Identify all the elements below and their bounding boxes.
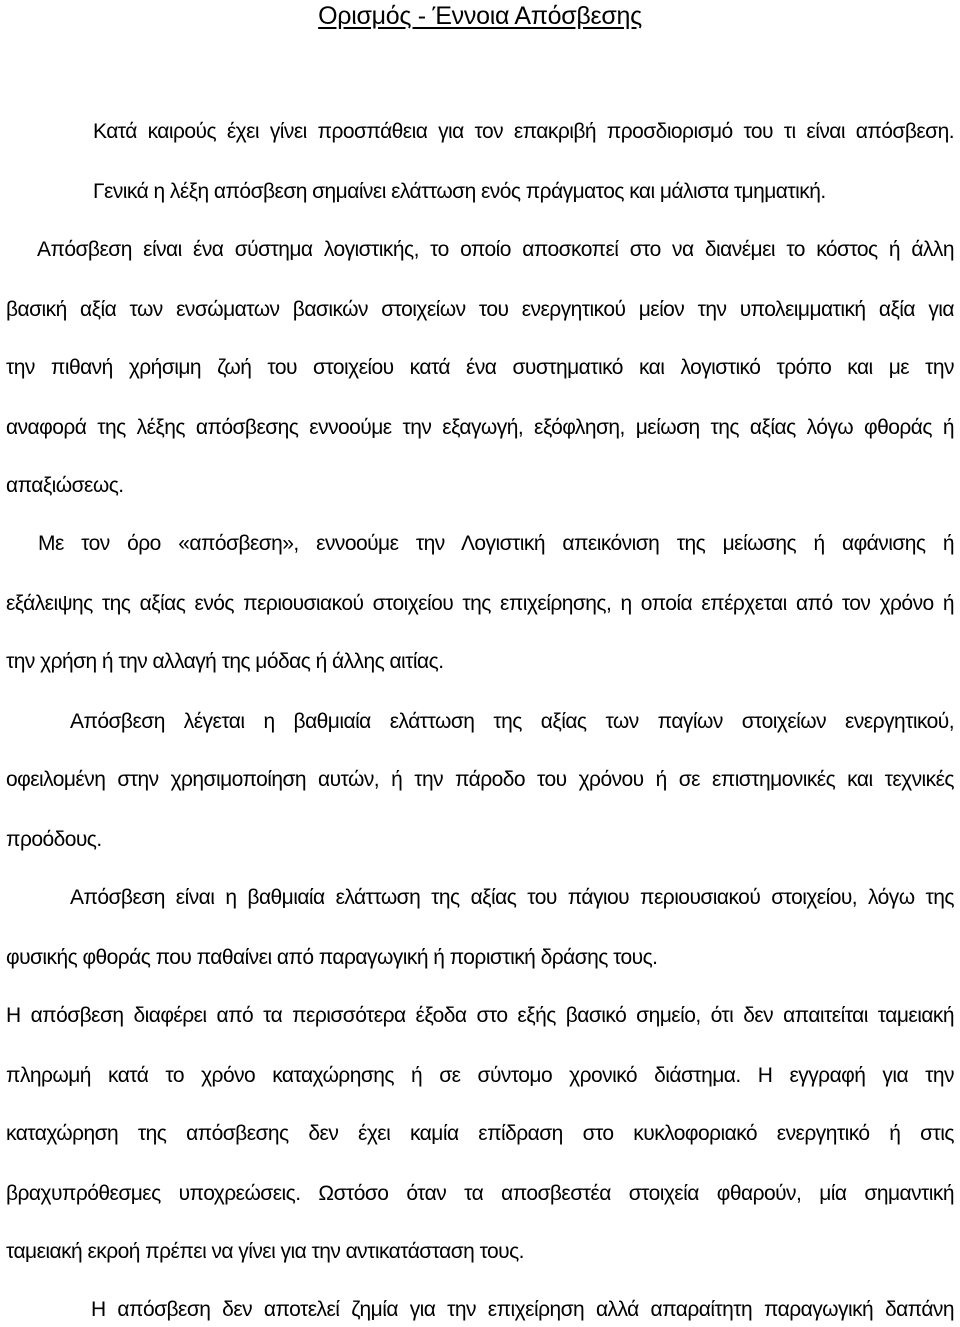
text-line: Απόσβεση είναι η βαθμιαία ελάττωση της αξίας του πάγιου περιουσιακού στοιχείου, λόγω της <box>70 886 954 909</box>
document-title: Ορισμός - Έννοια Απόσβεσης <box>318 2 642 30</box>
text-line: Με τον όρο «απόσβεση», εννοούμε την Λογιστική απεικόνιση της μείωσης ή αφάνισης ή <box>38 532 954 555</box>
text-line: εξάλειψης της αξίας ενός περιουσιακού στοιχείου της επιχείρησης, η οποία επέρχεται από τον χρόνο ή <box>6 592 954 615</box>
text-line: αναφορά της λέξης απόσβεσης εννοούμε την εξαγωγή, εξόφληση, μείωση της αξίας λόγω φθοράς ή <box>6 416 954 439</box>
text-line: Κατά καιρούς έχει γίνει προσπάθεια για τον επακριβή προσδιορισμό του τι είναι απόσβεση. <box>93 120 954 143</box>
text-line: Απόσβεση λέγεται η βαθμιαία ελάττωση της αξίας των παγίων στοιχείων ενεργητικού, <box>70 710 954 733</box>
text-line: πληρωμή κατά το χρόνο καταχώρησης ή σε σύντομο χρονικό διάστημα. Η εγγραφή για την <box>6 1064 954 1087</box>
text-line: Η απόσβεση δεν αποτελεί ζημία για την επιχείρηση αλλά απαραίτητη παραγωγική δαπάνη <box>91 1298 954 1321</box>
text-line: την πιθανή χρήσιμη ζωή του στοιχείου κατά ένα συστηματικό και λογιστικό τρόπο και με την <box>6 356 954 379</box>
text-line: προόδους. <box>6 828 102 851</box>
text-line: Η απόσβεση διαφέρει από τα περισσότερα έξοδα στο εξής βασικό σημείο, ότι δεν απαιτείται ταμειακή <box>6 1004 954 1027</box>
text-line: οφειλομένη στην χρησιμοποίηση αυτών, ή την πάροδο του χρόνου ή σε επιστημονικές και τεχνικές <box>6 768 954 791</box>
text-line: βασική αξία των ενσώματων βασικών στοιχείων του ενεργητικού μείον την υπολειμματική αξία για <box>6 298 954 321</box>
text-line: την χρήση ή την αλλαγή της μόδας ή άλλης αιτίας. <box>6 650 444 673</box>
text-line: Γενικά η λέξη απόσβεση σημαίνει ελάττωση ενός πράγματος και μάλιστα τμηματική. <box>93 180 826 203</box>
text-line: καταχώρηση της απόσβεσης δεν έχει καμία επίδραση στο κυκλοφοριακό ενεργητικό ή στις <box>6 1122 954 1145</box>
text-line: φυσικής φθοράς που παθαίνει από παραγωγική ή ποριστική δράσης τους. <box>6 946 658 969</box>
text-line: ταμειακή εκροή πρέπει να γίνει για την αντικατάσταση τους. <box>6 1240 524 1263</box>
text-line: βραχυπρόθεσμες υποχρεώσεις. Ωστόσο όταν τα αποσβεστέα στοιχεία φθαρούν, μία σημαντική <box>6 1182 954 1205</box>
text-line: απαξιώσεως. <box>6 474 124 497</box>
text-line: Απόσβεση είναι ένα σύστημα λογιστικής, το οποίο αποσκοπεί στο να διανέμει το κόστος ή άλλη <box>37 238 954 261</box>
